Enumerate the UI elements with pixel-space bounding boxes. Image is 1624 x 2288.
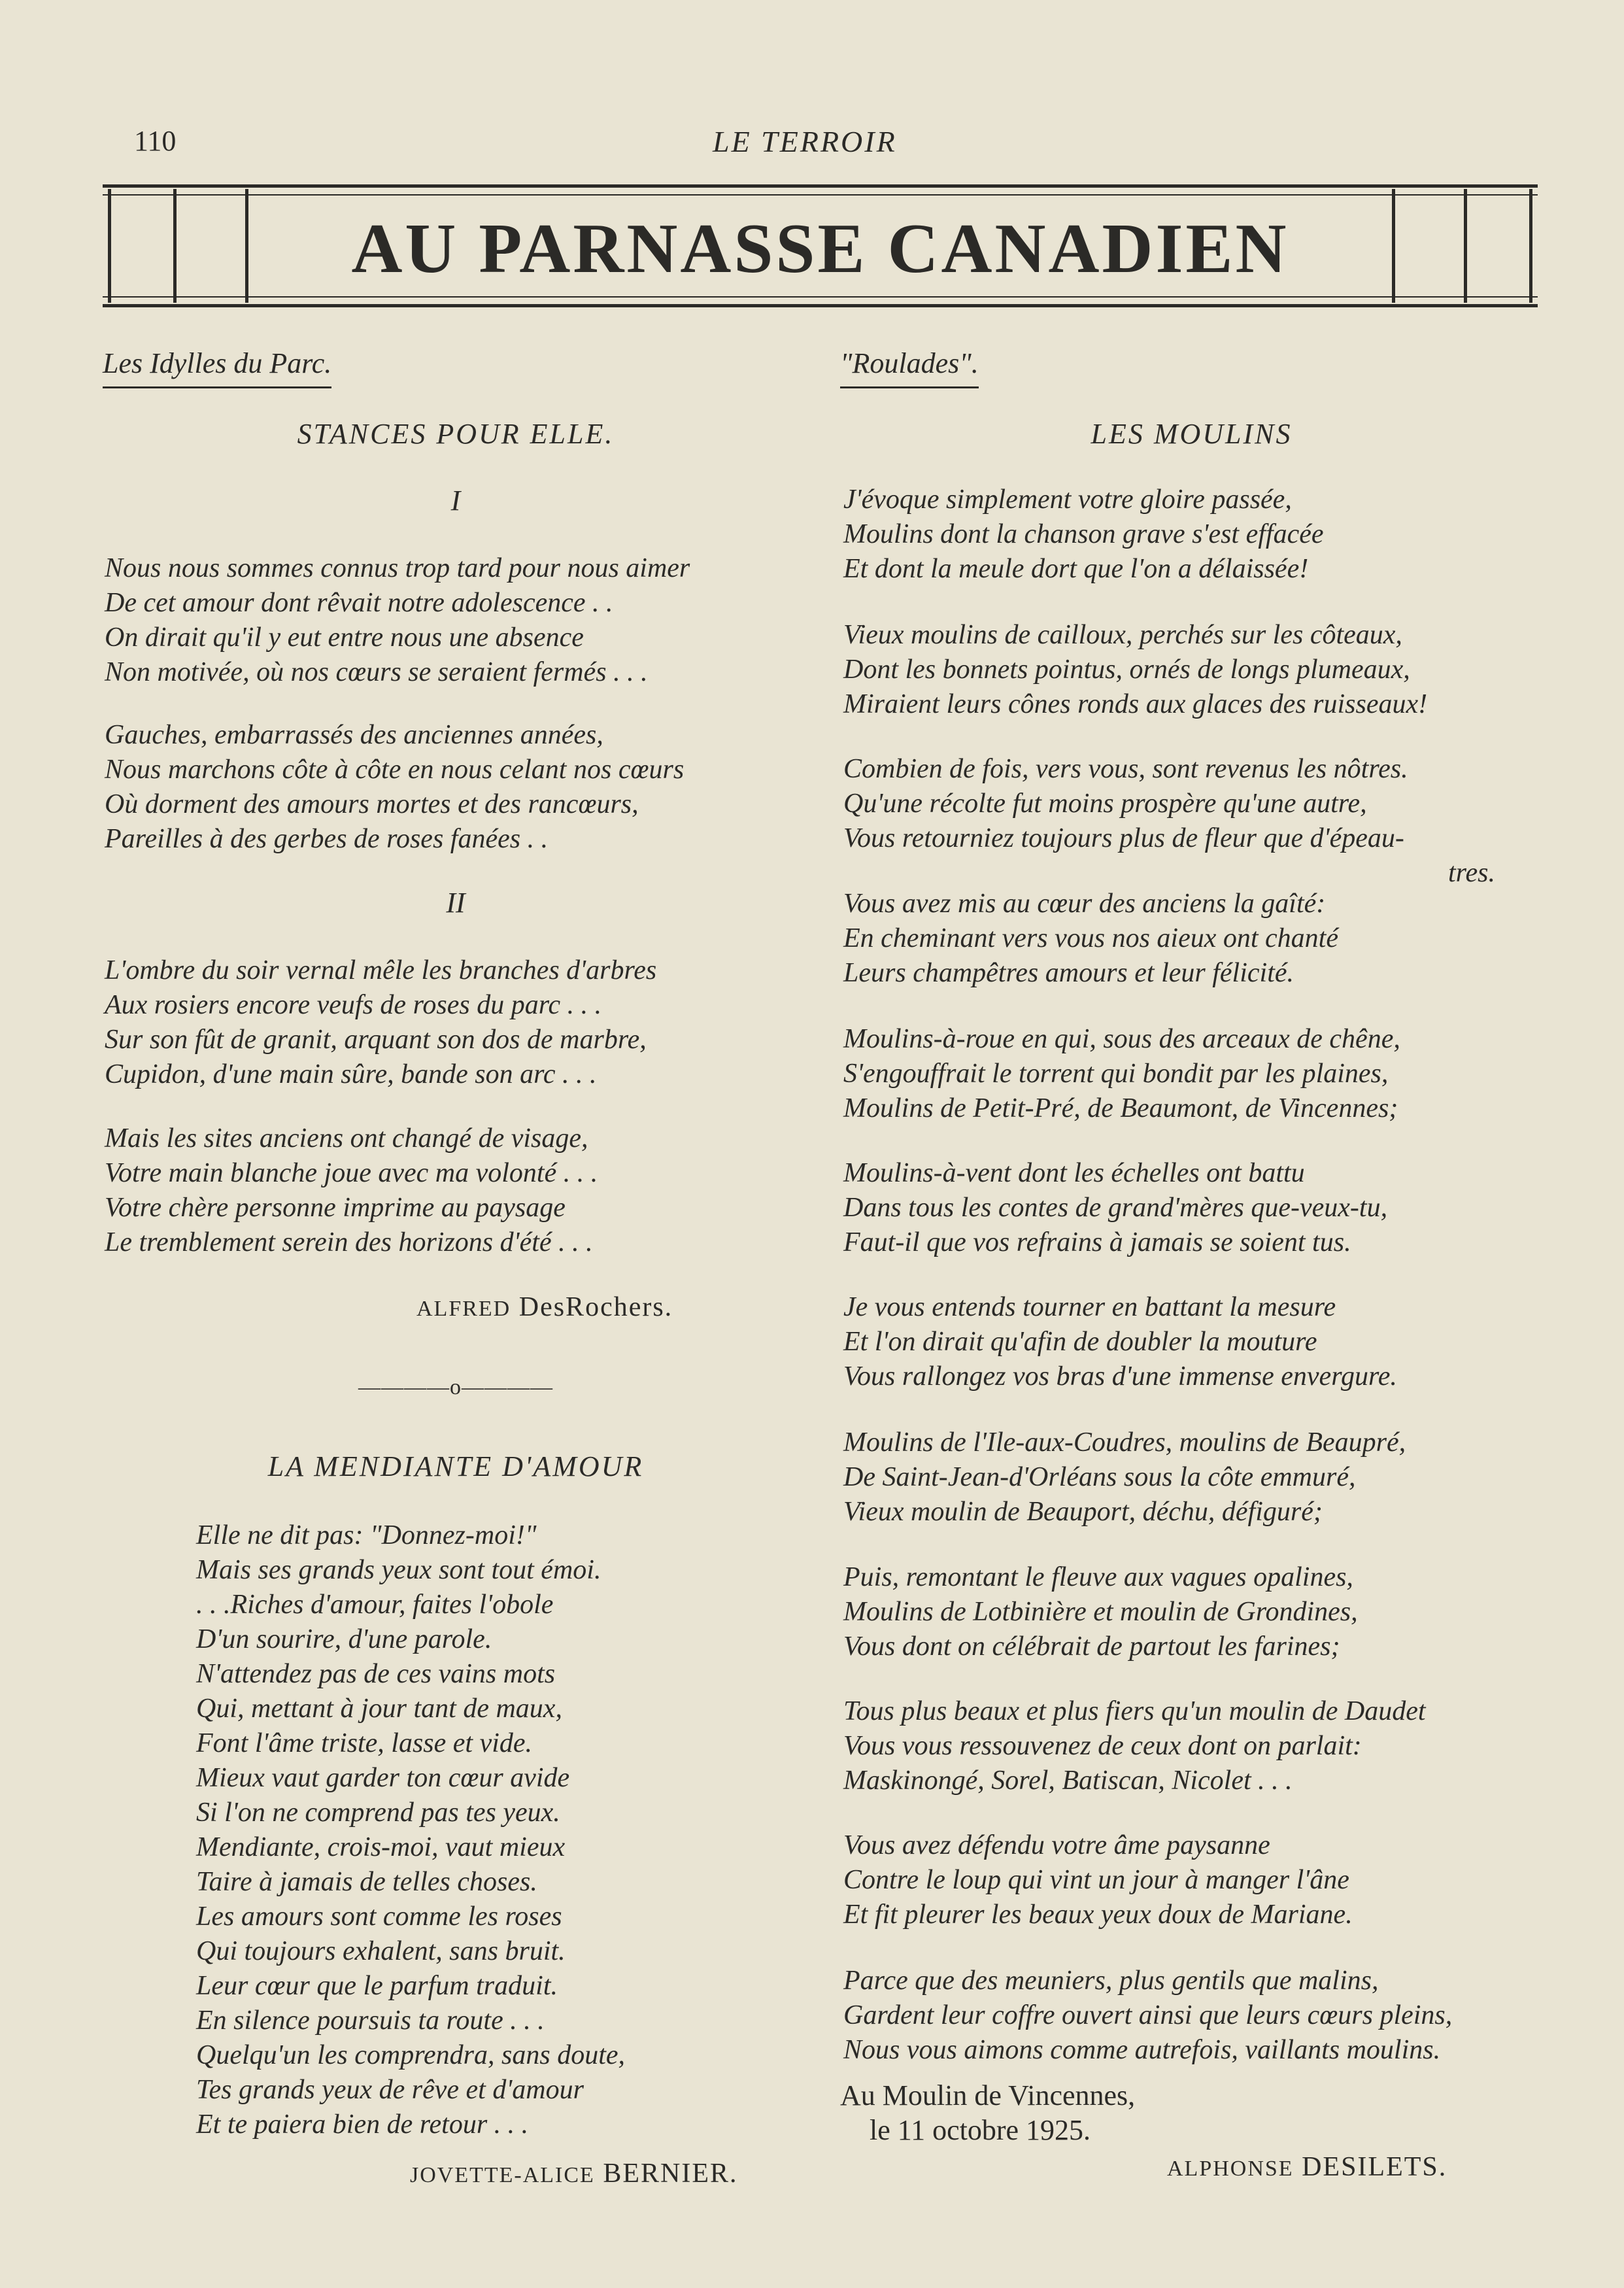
verse-line: Gauches, embarrassés des anciennes années, <box>105 720 603 750</box>
left-section-title: Les Idylles du Parc. <box>103 347 331 388</box>
verse-line: Et te paiera bien de retour . . . <box>196 2109 529 2140</box>
verse-line: De cet amour dont rêvait notre adolescence . . <box>105 588 613 618</box>
stanza <box>843 1560 1358 1664</box>
verse-continuation: tres. <box>1448 858 1495 888</box>
author-signature <box>1167 2151 1447 2183</box>
dateline-date: le 11 octobre 1925. <box>870 2114 1091 2146</box>
author-first: ALFRED <box>416 1297 511 1321</box>
verse-line: Pareilles à des gerbes de roses fanées . . <box>105 824 549 854</box>
verse-line: N'attendez pas de ces vains mots <box>196 1659 556 1689</box>
part-number-2: II <box>446 887 465 919</box>
verse-line: Tous plus beaux et plus fiers qu'un moulin de Daudet <box>843 1696 1426 1726</box>
verse-line: Et l'on dirait qu'afin de doubler la mouture <box>843 1327 1317 1357</box>
author-signature <box>416 1291 673 1323</box>
stanza <box>196 1518 625 2142</box>
verse-line: Miraient leurs cônes ronds aux glaces des ruisseaux! <box>843 689 1428 719</box>
verse-line: Moulins-à-roue en qui, sous des arceaux de chêne, <box>843 1024 1400 1054</box>
stanza <box>105 551 690 690</box>
stanza <box>843 1426 1406 1529</box>
dateline-place: Au Moulin de Vincennes, <box>840 2079 1136 2111</box>
verse-line: Vous dont on célébrait de partout les farines; <box>843 1631 1340 1662</box>
verse-line: L'ombre du soir vernal mêle les branches d'arbres <box>105 955 657 985</box>
verse-line: Mais ses grands yeux sont tout émoi. <box>196 1555 601 1585</box>
right-section-title: "Roulades". <box>840 347 979 388</box>
verse-line: Vous avez défendu votre âme paysanne <box>843 1830 1270 1860</box>
verse-line: Où dorment des amours mortes et des rancœurs, <box>105 789 639 819</box>
stanza <box>843 1290 1397 1394</box>
verse-line: D'un sourire, d'une parole. <box>196 1624 492 1654</box>
verse-line: Dans tous les contes de grand'mères que-veux-tu, <box>843 1193 1388 1223</box>
verse-line: Leur cœur que le parfum traduit. <box>196 1971 558 2001</box>
author-last: BERNIER. <box>603 2159 738 2189</box>
verse-line: Le tremblement serein des horizons d'été . . . <box>105 1227 593 1257</box>
verse-line: J'évoque simplement votre gloire passée, <box>843 485 1292 515</box>
verse-line: Et dont la meule dort que l'on a délaissée! <box>843 554 1309 584</box>
verse-line: Les amours sont comme les roses <box>196 1902 562 1932</box>
verse-line: Mendiante, crois-moi, vaut mieux <box>196 1832 566 1862</box>
verse-line: S'engouffrait le torrent qui bondit par les plaines, <box>843 1059 1389 1089</box>
stanza <box>105 1121 598 1260</box>
verse-line: Moulins dont la chanson grave s'est effacée <box>843 519 1324 549</box>
stanza <box>843 618 1427 722</box>
part-number-1: I <box>450 485 461 517</box>
verse-line: Dont les bonnets pointus, ornés de longs plumeaux, <box>843 655 1410 685</box>
verse-line: Moulins de Lotbinière et moulin de Grondines, <box>843 1597 1358 1627</box>
verse-line: Mieux vaut garder ton cœur avide <box>196 1763 570 1793</box>
verse-line: Leurs champêtres amours et leur félicité. <box>843 958 1294 988</box>
verse-line: Qui toujours exhalent, sans bruit. <box>196 1936 566 1966</box>
author-first: ALPHONSE <box>1167 2157 1294 2181</box>
verse-line: Qu'une récolte fut moins prospère qu'une autre, <box>843 789 1367 819</box>
verse-line: Nous vous aimons comme autrefois, vaillants moulins. <box>843 2035 1441 2065</box>
stanza <box>843 1694 1426 1798</box>
verse-line: Moulins de l'Ile-aux-Coudres, moulins de Beaupré, <box>843 1427 1406 1458</box>
verse-line: Je vous entends tourner en battant la mesure <box>843 1292 1336 1322</box>
verse-line: Vous rallongez vos bras d'une immense envergure. <box>843 1361 1397 1392</box>
verse-line: . . .Riches d'amour, faites l'obole <box>196 1590 554 1620</box>
verse-line: Aux rosiers encore veufs de roses du parc . . . <box>105 990 602 1020</box>
journal-title: LE TERROIR <box>713 125 897 158</box>
author-signature <box>410 2158 738 2189</box>
verse-line: Moulins-à-vent dont les échelles ont battu <box>843 1158 1305 1188</box>
verse-line: Moulins de Petit-Pré, de Beaumont, de Vincennes; <box>843 1093 1398 1123</box>
verse-line: Elle ne dit pas: "Donnez-moi!" <box>196 1520 537 1550</box>
verse-line: On dirait qu'il y eut entre nous une absence <box>105 623 584 653</box>
stanza <box>843 752 1495 891</box>
verse-line: Contre le loup qui vint un jour à manger l'âne <box>843 1865 1349 1895</box>
verse-line: Taire à jamais de telles choses. <box>196 1867 537 1897</box>
stanza <box>843 1156 1387 1260</box>
verse-line: Nous marchons côte à côte en nous celant nos cœurs <box>105 755 685 785</box>
stanza <box>105 953 656 1092</box>
verse-line: Gardent leur coffre ouvert ainsi que leurs cœurs pleins, <box>843 2000 1453 2030</box>
poem-title-stances: STANCES POUR ELLE. <box>297 418 615 450</box>
stanza <box>105 718 684 857</box>
banner-title: AU PARNASSE CANADIEN <box>351 210 1289 288</box>
verse-line: Cupidon, d'une main sûre, bande son arc . . . <box>105 1059 597 1089</box>
verse-line: Votre chère personne imprime au paysage <box>105 1193 566 1223</box>
stanza <box>843 887 1338 991</box>
verse-line: Vieux moulin de Beauport, déchu, défiguré; <box>843 1497 1323 1527</box>
section-banner <box>103 184 1538 307</box>
stanza <box>843 483 1324 587</box>
verse-line: Font l'âme triste, lasse et vide. <box>196 1728 533 1758</box>
verse-line: Quelqu'un les comprendra, sans doute, <box>196 2040 626 2070</box>
verse-line: Faut-il que vos refrains à jamais se soient tus. <box>843 1227 1351 1257</box>
verse-line: Tes grands yeux de rêve et d'amour <box>196 2075 584 2105</box>
verse-line: Vous vous ressouvenez de ceux dont on parlait: <box>843 1731 1362 1761</box>
verse-line: Vieux moulins de cailloux, perchés sur les côteaux, <box>843 620 1402 650</box>
author-first: JOVETTE-ALICE <box>410 2163 595 2187</box>
verse-line: Nous nous sommes connus trop tard pour nous aimer <box>105 553 690 583</box>
verse-line: Sur son fût de granit, arquant son dos de marbre, <box>105 1025 647 1055</box>
page-number: 110 <box>134 125 177 157</box>
author-last: DESILETS. <box>1302 2152 1447 2182</box>
verse-line: Mais les sites anciens ont changé de visage, <box>105 1123 588 1153</box>
verse-line: En cheminant vers vous nos aieux ont chanté <box>843 923 1338 953</box>
dateline <box>840 2078 1135 2147</box>
verse-line: Puis, remontant le fleuve aux vagues opalines, <box>843 1562 1353 1592</box>
verse-line: De Saint-Jean-d'Orléans sous la côte emmuré, <box>843 1462 1356 1492</box>
separator: ————o———— <box>358 1375 553 1399</box>
verse-line: Combien de fois, vers vous, sont revenus les nôtres. <box>843 754 1408 784</box>
author-last: DesRochers. <box>518 1292 673 1322</box>
poem-title-moulins: LES MOULINS <box>1091 418 1293 450</box>
verse-line: Qui, mettant à jour tant de maux, <box>196 1694 562 1724</box>
verse-line: Vous retourniez toujours plus de fleur que d'épeau- <box>843 823 1404 853</box>
stanza <box>843 1022 1400 1126</box>
stanza <box>843 1828 1353 1932</box>
verse-line: Si l'on ne comprend pas tes yeux. <box>196 1798 560 1828</box>
verse-line: Vous avez mis au cœur des anciens la gaîté: <box>843 889 1326 919</box>
stanza <box>843 1964 1452 2068</box>
verse-line: Votre main blanche joue avec ma volonté . . . <box>105 1158 598 1188</box>
verse-line: Maskinongé, Sorel, Batiscan, Nicolet . . . <box>843 1766 1293 1796</box>
poem-title-mendiante: LA MENDIANTE D'AMOUR <box>267 1450 644 1482</box>
verse-line: Non motivée, où nos cœurs se seraient fermés . . . <box>105 657 648 687</box>
verse-line: En silence poursuis ta route . . . <box>196 2006 545 2036</box>
verse-line: Et fit pleurer les beaux yeux doux de Mariane. <box>843 1900 1353 1930</box>
verse-line: Parce que des meuniers, plus gentils que malins, <box>843 1966 1379 1996</box>
